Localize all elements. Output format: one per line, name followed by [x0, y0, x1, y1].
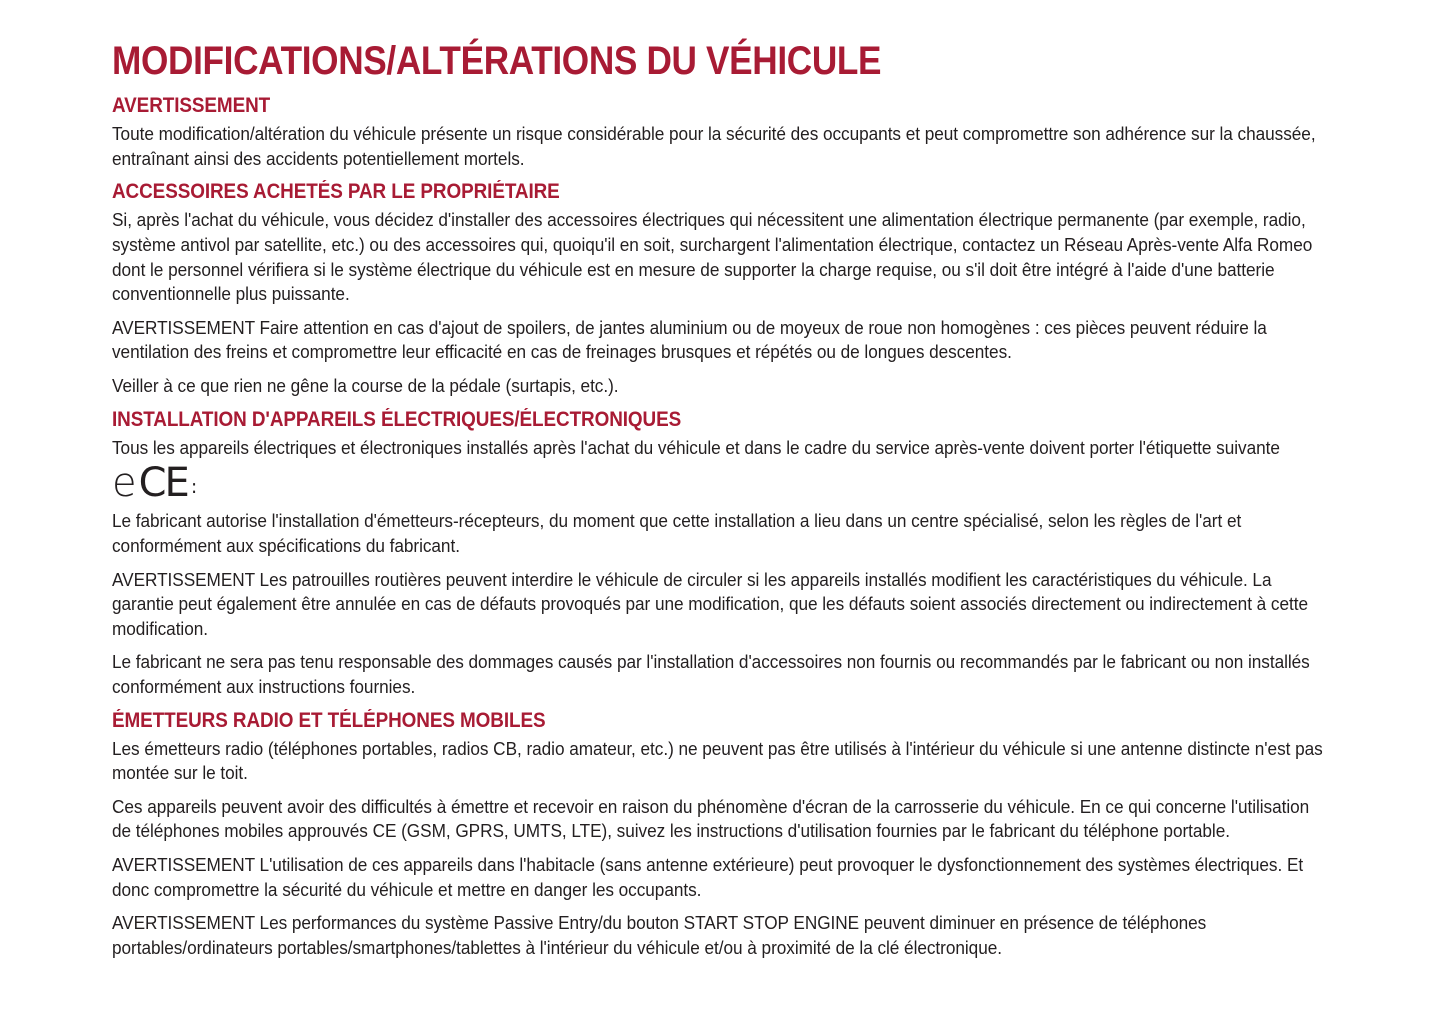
paragraph-installation-4: Le fabricant ne sera pas tenu responsable des dommages causés par l'installation d'accessoires non fournis ou recommandés par le fabricant ou non installés conformément aux instructions fournies. [112, 651, 1310, 697]
paragraph-installation-1: Tous les appareils électriques et électroniques installés après l'achat du véhicule et dans le cadre du service après-vente doivent porter l'étiquette suivante [112, 436, 1280, 458]
ce-mark-icon: CE [138, 460, 188, 507]
paragraph-emetteurs-2: Ces appareils peuvent avoir des difficultés à émettre et recevoir en raison du phénomène d'écran de la carrosserie du véhicule. En ce qui concerne l'utilisation de téléphones mobiles approuvés CE (GSM, GPRS, UMTS, LTE), suivez les instructions d'utilisation fournies par le fabricant du téléphone portable. [112, 795, 1310, 842]
paragraph-emetteurs-3: AVERTISSEMENT L'utilisation de ces appareils dans l'habitacle (sans antenne extérieure) peut provoquer le dysfonctionnement des systèmes électriques. Et donc compromettre la sécurité du véhicule et mettre en danger les occupants. [112, 854, 1304, 900]
ce-mark-colon: : [190, 476, 198, 499]
section-heading-installation: INSTALLATION D'APPAREILS ÉLECTRIQUES/ÉLECTRONIQUES [112, 407, 682, 431]
section-installation [112, 408, 1333, 700]
paragraph-accessoires-2: AVERTISSEMENT Faire attention en cas d'ajout de spoilers, de jantes aluminium ou de moyeux de roue non homogènes : ces pièces peuvent réduire la ventilation des freins et compromettre leur efficacité en cas de freinages brusques et répétés ou de longues descentes. [112, 316, 1267, 363]
section-heading-emetteurs: ÉMETTEURS RADIO ET TÉLÉPHONES MOBILES [112, 708, 546, 732]
paragraph-accessoires-1: Si, après l'achat du véhicule, vous décidez d'installer des accessoires électriques qui nécessitent une alimentation électrique permanente (par exemple, radio, système antivol par satellite, etc.) ou des accessoires qui, quoiqu'il en soit, surchargent l'alimentation électrique, contactez un Réseau Après-vente Alfa Romeo dont le personnel vérifiera si le système électrique du véhicule est en mesure de supporter la charge requise, ou s'il doit être intégré à l'aide d'une batterie conventionnelle plus puissante. [112, 209, 1313, 305]
section-emetteurs [112, 709, 1333, 961]
page-title: MODIFICATIONS/ALTÉRATIONS DU VÉHICULE [112, 39, 882, 83]
section-accessoires [112, 180, 1333, 398]
section-heading-avertissement: AVERTISSEMENT [112, 94, 271, 117]
ce-marking-label [112, 460, 1333, 507]
paragraph-emetteurs-1: Les émetteurs radio (téléphones portables, radios CB, radio amateur, etc.) ne peuvent pas être utilisés à l'intérieur du véhicule si une antenne distincte n'est pas montée sur le toit. [112, 737, 1323, 784]
section-heading-accessoires: ACCESSOIRES ACHETÉS PAR LE PROPRIÉTAIRE [112, 180, 560, 204]
paragraph-installation-3: AVERTISSEMENT Les patrouilles routières peuvent interdire le véhicule de circuler si les appareils installés modifient les caractéristiques du véhicule. La garantie peut également être annulée en cas de défauts provoqués par une modification, que les défauts soient associés directement ou indirectement à cette modification. [112, 568, 1308, 639]
e-mark-icon: e [112, 460, 137, 507]
paragraph-accessoires-3: Veiller à ce que rien ne gêne la course de la pédale (surtapis, etc.). [112, 375, 619, 397]
paragraph-avertissement-1: Toute modification/altération du véhicule présente un risque considérable pour la sécurité des occupants et peut compromettre son adhérence sur la chaussée, entraînant ainsi des accidents potentiellement mortels. [112, 123, 1316, 169]
section-avertissement [112, 94, 1333, 171]
paragraph-emetteurs-4: AVERTISSEMENT Les performances du système Passive Entry/du bouton START STOP ENGINE peuvent diminuer en présence de téléphones portables/ordinateurs portables/smartphones/tablettes à l'intérieur du véhicule et/ou à proximité de la clé électronique. [112, 912, 1207, 958]
paragraph-installation-2: Le fabricant autorise l'installation d'émetteurs-récepteurs, du moment que cette installation a lieu dans un centre spécialisé, selon les règles de l'art et conformément aux spécifications du fabricant. [112, 510, 1242, 556]
